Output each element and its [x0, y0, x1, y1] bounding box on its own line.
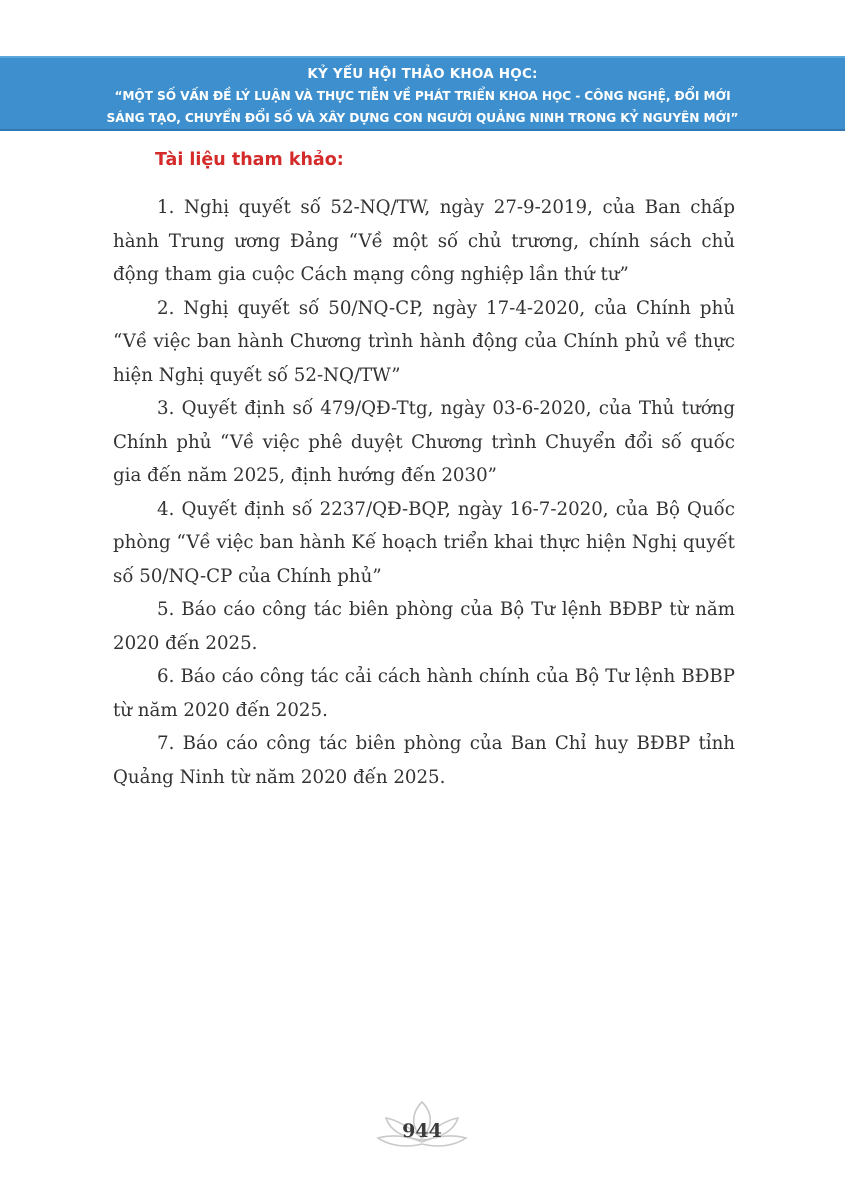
reference-item: 6. Báo cáo công tác cải cách hành chính của Bộ Tư lệnh BĐBP từ năm 2020 đến 2025.	[113, 666, 735, 721]
reference-item: 7. Báo cáo công tác biên phòng của Ban Chỉ huy BĐBP tỉnh Quảng Ninh từ năm 2020 đến 2025.	[113, 733, 735, 788]
page-number: 944	[402, 1120, 442, 1142]
references-list	[113, 191, 735, 794]
reference-item: 5. Báo cáo công tác biên phòng của Bộ Tư lệnh BĐBP từ năm 2020 đến 2025.	[113, 599, 735, 654]
header-band	[0, 56, 845, 131]
reference-item: 2. Nghị quyết số 50/NQ-CP, ngày 17-4-2020, của Chính phủ “Về việc ban hành Chương trình hành động của Chính phủ về thực hiện Nghị quyết số 52-NQ/TW”	[113, 297, 735, 386]
reference-item: 4. Quyết định số 2237/QĐ-BQP, ngày 16-7-2020, của Bộ Quốc phòng “Về việc ban hành Kế hoạch triển khai thực hiện Nghị quyết số 50/NQ-CP của Chính phủ”	[113, 498, 735, 587]
header-line-1: KỶ YẾU HỘI THẢO KHOA HỌC:	[307, 66, 538, 82]
header-line-2: “MỘT SỐ VẤN ĐỀ LÝ LUẬN VÀ THỰC TIỄN VỀ PHÁT TRIỂN KHOA HỌC - CÔNG NGHỆ, ĐỔI MỚI	[114, 89, 731, 103]
reference-item: 1. Nghị quyết số 52-NQ/TW, ngày 27-9-2019, của Ban chấp hành Trung ương Đảng “Về một số chủ trương, chính sách chủ động tham gia cuộc Cách mạng công nghiệp lần thứ tư”	[113, 197, 735, 285]
page-number-block	[372, 1098, 472, 1156]
reference-item: 3. Quyết định số 479/QĐ-Ttg, ngày 03-6-2020, của Thủ tướng Chính phủ “Về việc phê duyệt Chương trình Chuyển đổi số quốc gia đến năm 2025, định hướng đến 2030”	[113, 398, 735, 486]
header-line-3: SÁNG TẠO, CHUYỂN ĐỔI SỐ VÀ XÂY DỰNG CON NGƯỜI QUẢNG NINH TRONG KỶ NGUYÊN MỚI”	[106, 111, 739, 125]
references-title: Tài liệu tham khảo:	[155, 150, 344, 170]
